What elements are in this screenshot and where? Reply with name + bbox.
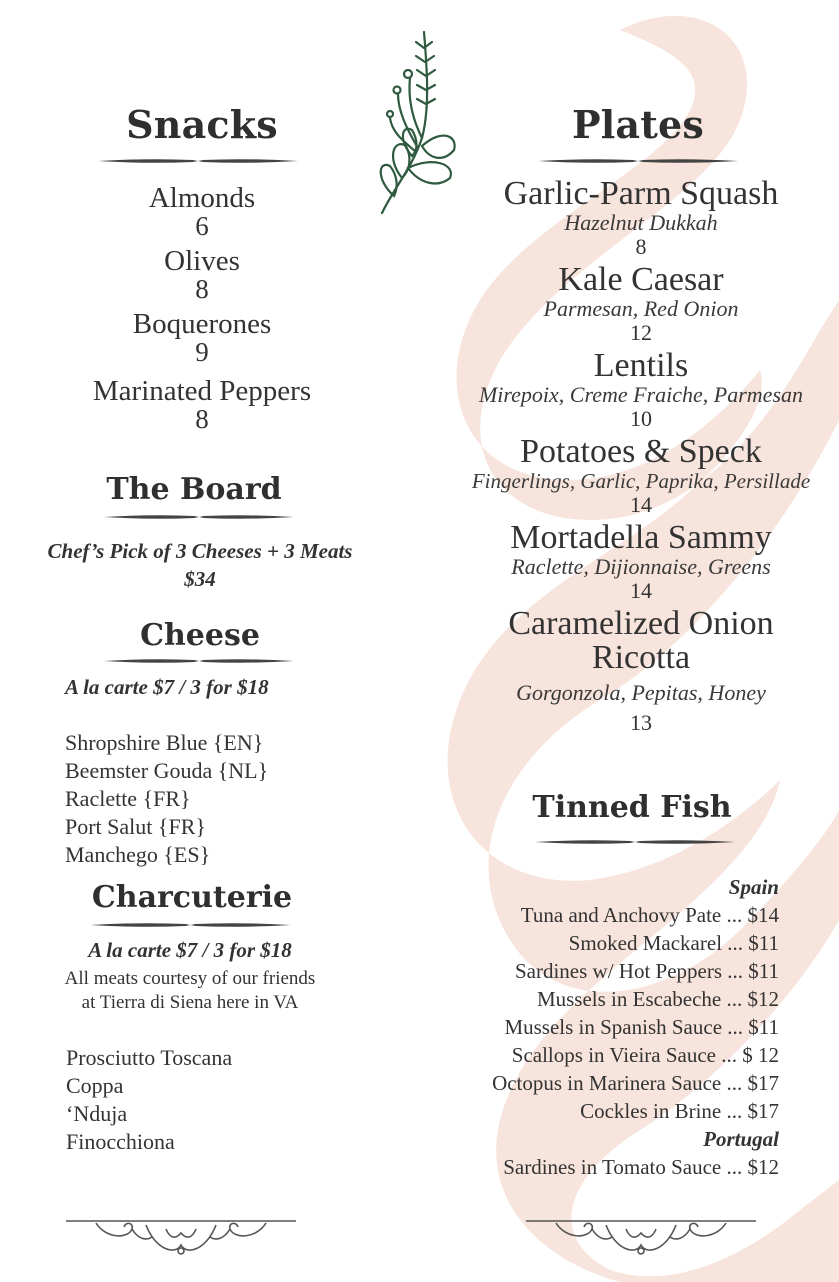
plate-name: Mortadella Sammy [510,519,772,556]
fish-item: Sardines in Tomato Sauce ... $12 [503,1155,779,1179]
section-divider [104,513,294,521]
plates-list [450,177,832,735]
board-title: The Board [106,472,282,507]
plate-item [450,435,832,517]
footer-flourish [526,1215,756,1265]
section-divider [104,657,294,665]
snack-name: Olives [164,245,240,277]
plate-price: 13 [630,710,652,735]
country-label-spain: Spain [728,875,779,899]
cheese-list [65,729,365,869]
plate-item [450,607,832,735]
section-divider [88,921,293,929]
snacks-list [60,184,344,432]
fish-item: Octopus in Marinera Sauce ... $17 [492,1071,779,1095]
snack-price: 8 [195,404,209,434]
snack-price: 6 [195,211,209,241]
list-item: Finocchiona [66,1129,175,1154]
fish-item: Mussels in Escabeche ... $12 [536,987,779,1011]
leaf-sprig-icon [372,28,462,218]
list-item: Prosciutto Toscana [66,1045,233,1070]
list-item: ‘Nduja [66,1101,128,1126]
plate-name: Lentils [593,347,689,384]
board-price: $34 [184,567,216,591]
snack-item [60,377,344,432]
plate-name-line2: Ricotta [591,639,691,676]
section-divider [535,838,735,846]
snack-item [60,310,344,365]
note-line: at Tierra di Siena here in VA [81,992,299,1013]
plate-description: Raclette, Dijionnaise, Greens [511,554,771,579]
fish-item: Mussels in Spanish Sauce ... $11 [504,1015,779,1039]
charcuterie-note [35,967,345,1015]
snack-item [60,184,344,239]
snack-name: Boquerones [132,308,272,340]
plate-item [450,349,832,431]
plate-description: Hazelnut Dukkah [564,210,718,235]
plate-name: Kale Caesar [558,261,724,298]
section-divider [538,157,738,165]
snack-item [60,247,344,302]
plate-item [450,521,832,603]
plate-name: Potatoes & Speck [520,433,762,470]
cheese-title: Cheese [140,618,260,653]
cheese-pricing: A la carte $7 / 3 for $18 [65,675,269,699]
plate-description: Parmesan, Red Onion [543,296,739,321]
country-label-portugal: Portugal [703,1127,779,1151]
plate-price: 14 [630,578,652,603]
board-line: Chef’s Pick of 3 Cheeses + 3 Meats [47,539,353,563]
fish-item: Scallops in Vieira Sauce ... $ 12 [511,1043,779,1067]
plate-price: 14 [630,492,652,517]
section-divider [98,157,298,165]
list-item: Port Salut {FR} [65,814,206,839]
footer-flourish [66,1215,296,1265]
plate-item [450,177,832,259]
plate-description: Gorgonzola, Pepitas, Honey [516,680,766,705]
tinned-fish-list [440,873,779,1181]
plate-price: 8 [635,234,647,259]
fish-item: Cockles in Brine ... $17 [580,1099,779,1123]
charcuterie-pricing: A la carte $7 / 3 for $18 [88,938,292,962]
charcuterie-title: Charcuterie [91,880,293,915]
plate-description: Fingerlings, Garlic, Paprika, Persillade [471,469,811,493]
plate-price: 10 [630,406,652,431]
list-item: Raclette {FR} [65,786,191,811]
plate-price: 12 [630,320,652,345]
plate-description: Mirepoix, Creme Fraiche, Parmesan [478,382,804,407]
snack-name: Almonds [148,182,256,214]
list-item: Beemster Gouda {NL} [65,758,269,783]
list-item: Coppa [66,1073,124,1098]
plates-title: Plates [572,102,704,147]
tinned-fish-title: Tinned Fish [532,790,732,825]
snack-name: Marinated Peppers [92,375,312,407]
note-line: All meats courtesy of our friends [64,968,316,989]
snack-price: 9 [195,337,209,367]
plate-name: Caramelized Onion [508,605,774,642]
fish-item: Tuna and Anchovy Pate ... $14 [520,903,779,927]
fish-item: Sardines w/ Hot Peppers ... $11 [514,959,779,983]
charcuterie-list [66,1044,366,1156]
list-item: Shropshire Blue {EN} [65,730,264,755]
plate-name: Garlic-Parm Squash [503,175,779,212]
snack-price: 8 [195,274,209,304]
list-item: Manchego {ES} [65,842,211,867]
fish-item: Smoked Mackarel ... $11 [568,931,779,955]
board-description [30,537,370,593]
plate-item [450,263,832,345]
snacks-title: Snacks [126,102,278,147]
